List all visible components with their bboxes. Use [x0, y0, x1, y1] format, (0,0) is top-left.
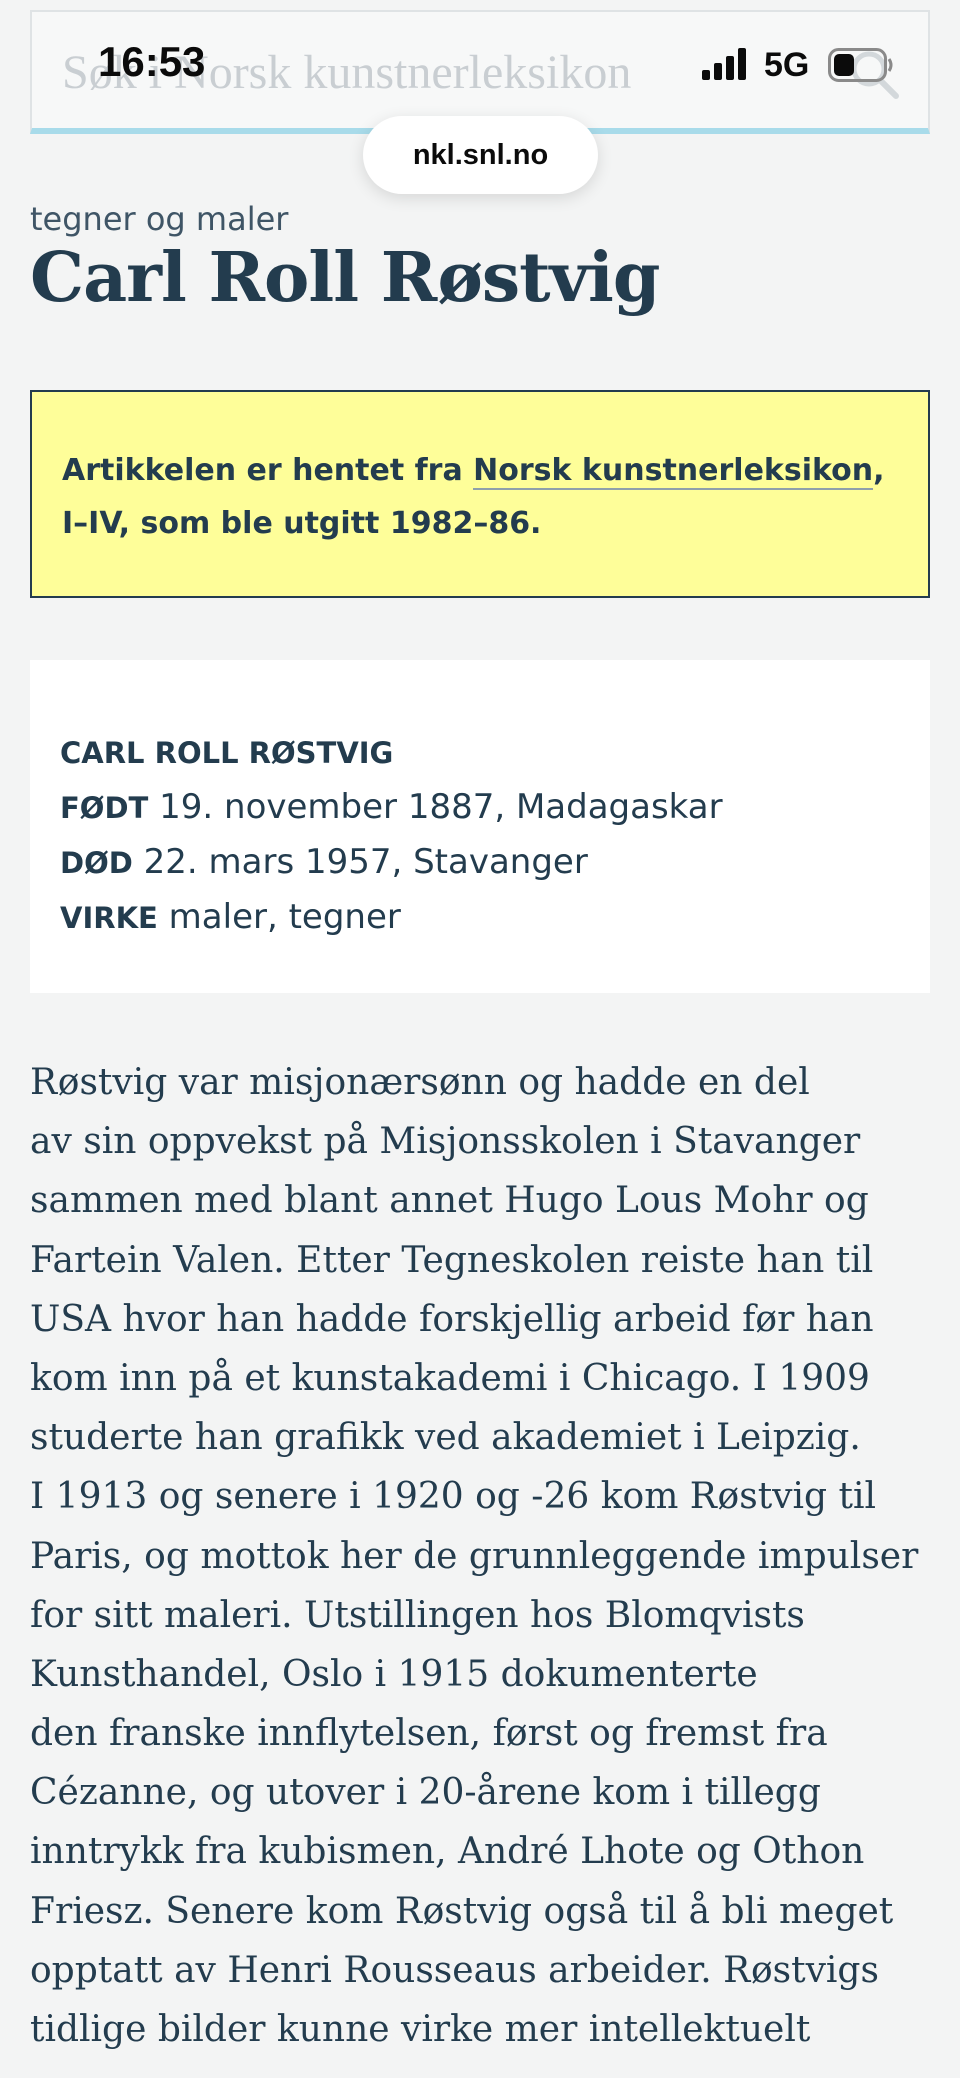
search-input[interactable] [62, 42, 842, 102]
body-line: den franske innflytelsen, først og fremst fra [30, 1713, 828, 1755]
network-label: 5G [764, 46, 810, 84]
body-line: av sin oppvekst på Misjonsskolen i Stavanger [30, 1121, 861, 1163]
source-notice [30, 390, 930, 598]
fact-value: 19. november 1887, Madagaskar [159, 787, 723, 827]
fact-row-born [60, 780, 900, 835]
body-line: for sitt maleri. Utstillingen hos Blomqvists [30, 1594, 805, 1636]
body-line: Paris, og mottok her de grunnleggende impulser [30, 1535, 919, 1577]
body-line: sammen med blant annet Hugo Lous Mohr og [30, 1180, 869, 1222]
fact-label: FØDT [60, 791, 149, 825]
body-line: inntrykk fra kubismen, André Lhote og Othon [30, 1831, 865, 1873]
norsk-kunstnerleksikon-link[interactable]: Norsk kunstnerleksikon [473, 453, 874, 488]
page-title: Carl Roll Røstvig [30, 238, 660, 318]
body-line: Fartein Valen. Etter Tegneskolen reiste han til [30, 1239, 874, 1281]
status-time: 16:53 [98, 38, 206, 85]
body-line: opptatt av Henri Rousseaus arbeider. Røstvigs [30, 1949, 879, 1991]
notice-prefix: Artikkelen er hentet fra [62, 453, 474, 488]
article-subtitle: tegner og maler [30, 200, 289, 238]
fact-box-heading: CARL ROLL RØSTVIG [60, 736, 394, 770]
body-line: USA hvor han hadde forskjellig arbeid før han [30, 1298, 874, 1340]
body-line: Cézanne, og utover i 20-årene kom i tillegg [30, 1772, 821, 1814]
notice-line-2: I–IV, som ble utgitt 1982–86. [62, 506, 542, 541]
fact-box [30, 660, 930, 993]
notice-line-1 [62, 444, 898, 497]
fact-row-occupation [60, 890, 900, 945]
fact-label: DØD [60, 846, 133, 880]
fact-row-died [60, 835, 900, 890]
fact-value: maler, tegner [168, 897, 401, 937]
search-icon[interactable] [846, 46, 902, 102]
body-line: Røstvig var misjonærsønn og hadde en del [30, 1062, 810, 1103]
body-line: Friesz. Senere kom Røstvig også til å bli meget [30, 1890, 894, 1932]
body-line: Kunsthandel, Oslo i 1915 dokumenterte [30, 1653, 758, 1695]
url-pill[interactable]: nkl.snl.no [363, 116, 598, 194]
body-line: I 1913 og senere i 1920 og -26 kom Røstvig til [30, 1476, 876, 1518]
fact-value: 22. mars 1957, Stavanger [143, 842, 588, 882]
body-line: studerte han grafikk ved akademiet i Leipzig. [30, 1417, 861, 1459]
body-line: kom inn på et kunstakademi i Chicago. I 1909 [30, 1357, 870, 1399]
article-body [30, 1053, 930, 2059]
body-line: tidlige bilder kunne virke mer intellektuelt [30, 2009, 811, 2050]
fact-label: VIRKE [60, 901, 158, 935]
notice-suffix: , [873, 453, 885, 488]
